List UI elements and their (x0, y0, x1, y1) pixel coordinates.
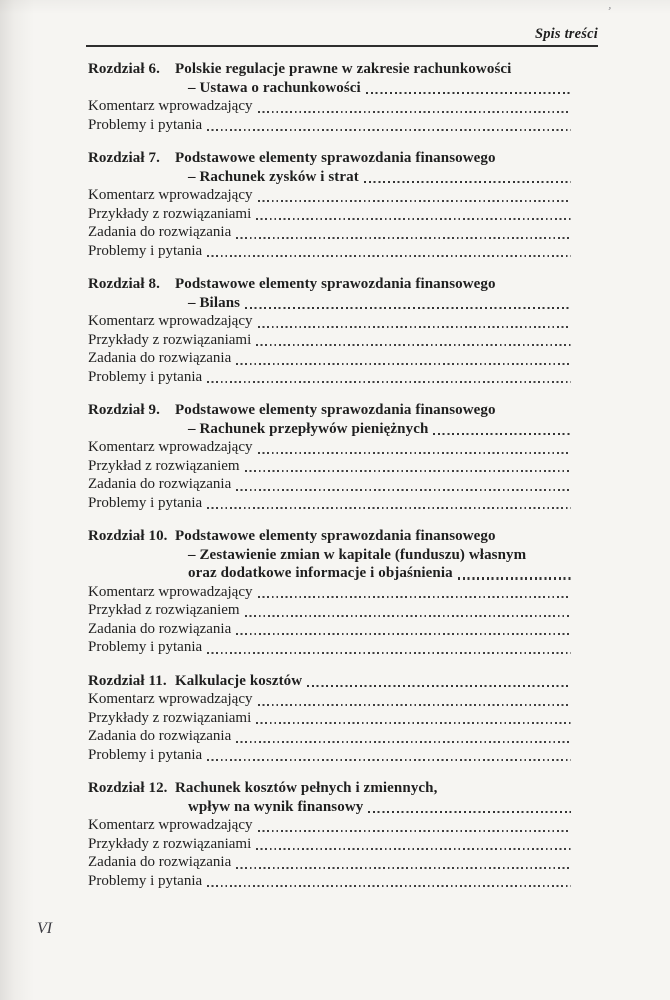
chapter-label: Rozdział 8. (88, 276, 160, 292)
chapter-title-line (88, 798, 572, 817)
dotted-leader (366, 92, 571, 94)
chapter-label: Rozdział 10. (88, 528, 168, 544)
dotted-leader (256, 722, 571, 724)
chapter-entry (88, 60, 572, 134)
sub-entry-text: Przykład z rozwiązaniem (88, 602, 240, 618)
dotted-leader (258, 452, 571, 454)
chapter-entry (88, 275, 572, 386)
dotted-leader (258, 596, 571, 598)
toc-sub-entry (88, 312, 572, 331)
dotted-leader (458, 577, 571, 579)
chapter-entry (88, 149, 572, 260)
dotted-leader (207, 381, 571, 383)
toc-sub-entry (88, 853, 572, 872)
dotted-leader (258, 111, 571, 113)
chapter-label: Rozdział 7. (88, 150, 160, 166)
chapter-title-line (88, 527, 572, 546)
dotted-leader (207, 507, 571, 509)
toc-sub-entry (88, 349, 572, 368)
dotted-leader (207, 652, 571, 654)
dotted-leader (256, 344, 571, 346)
dotted-leader (236, 741, 571, 743)
sub-entry-text: Zadania do rozwiązania (88, 476, 232, 492)
toc-sub-entry (88, 835, 572, 854)
dotted-leader (433, 433, 571, 435)
scan-artifact-mark: ’ (605, 3, 613, 19)
chapter-title-line (88, 294, 572, 313)
chapter-entry (88, 527, 572, 657)
dotted-leader (236, 633, 571, 635)
dotted-leader (207, 255, 571, 257)
toc-sub-entry (88, 223, 572, 242)
dotted-leader (236, 489, 571, 491)
chapter-title-text: wpływ na wynik finansowy (188, 798, 364, 815)
sub-entry-text: Problemy i pytania (88, 872, 203, 889)
dotted-leader (258, 704, 571, 706)
sub-entry-text: Komentarz wprowadzający (88, 691, 253, 707)
toc-sub-entry (88, 331, 572, 350)
chapter-title-line (88, 168, 572, 187)
chapter-title-line (88, 564, 572, 583)
sub-entry-text: Problemy i pytania (88, 368, 203, 385)
dotted-leader (236, 867, 571, 869)
dotted-leader (245, 615, 571, 617)
toc-sub-entry (88, 872, 572, 891)
sub-entry-text: Problemy i pytania (88, 242, 203, 259)
chapter-title-line (88, 60, 572, 79)
sub-entry-text: Przykład z rozwiązaniem (88, 457, 240, 474)
toc-sub-entry (88, 205, 572, 224)
dotted-leader (258, 830, 571, 832)
sub-entry-text: Problemy i pytania (88, 116, 203, 133)
dotted-leader (207, 759, 571, 761)
toc-sub-entry (88, 620, 572, 639)
toc-sub-entry (88, 638, 572, 657)
sub-entry-text: Komentarz wprowadzający (88, 817, 253, 833)
sub-entry-text: Komentarz wprowadzający (88, 187, 253, 203)
sub-entry-text: Zadania do rozwiązania (88, 620, 232, 637)
toc-sub-entry (88, 438, 572, 457)
sub-entry-text: Komentarz wprowadzający (88, 439, 253, 455)
sub-entry-text: Zadania do rozwiązania (88, 350, 232, 366)
dotted-leader (256, 218, 571, 220)
chapter-title-line (88, 401, 572, 420)
chapter-title-text: – Rachunek przepływów pieniężnych (188, 420, 429, 437)
sub-entry-text: Problemy i pytania (88, 639, 203, 655)
toc-sub-entry (88, 368, 572, 387)
dotted-leader (207, 885, 571, 887)
page-number: VI (37, 920, 53, 937)
sub-entry-text: Problemy i pytania (88, 494, 203, 511)
toc-sub-entry (88, 97, 572, 116)
chapter-title-text: Rachunek kosztów pełnych i zmiennych, (175, 780, 438, 796)
chapter-entry (88, 672, 572, 765)
chapter-title-line (88, 149, 572, 168)
chapter-title-text: Podstawowe elementy sprawozdania finansowego (175, 402, 496, 418)
sub-entry-text: Przykłady z rozwiązaniami (88, 205, 252, 222)
sub-entry-text: Przykłady z rozwiązaniami (88, 709, 252, 726)
chapter-label: Rozdział 11. (88, 672, 167, 689)
chapter-title-text: Kalkulacje kosztów (175, 672, 303, 689)
chapter-title-line (88, 420, 572, 439)
dotted-leader (258, 200, 571, 202)
toc-sub-entry (88, 457, 572, 476)
toc-sub-entry (88, 494, 572, 513)
dotted-leader (207, 129, 571, 131)
toc-sub-entry (88, 727, 572, 746)
chapter-label: Rozdział 9. (88, 402, 160, 418)
chapter-label: Rozdział 6. (88, 61, 160, 77)
chapter-title-text: – Rachunek zysków i strat (188, 168, 359, 185)
chapter-title-line (88, 672, 572, 691)
chapter-entry (88, 401, 572, 512)
chapter-title-text: Podstawowe elementy sprawozdania finansowego (175, 528, 496, 544)
chapter-title-text: Podstawowe elementy sprawozdania finansowego (175, 150, 496, 166)
chapter-title-text: oraz dodatkowe informacje i objaśnienia (188, 565, 453, 581)
sub-entry-text: Zadania do rozwiązania (88, 224, 232, 240)
sub-entry-text: Komentarz wprowadzający (88, 583, 253, 600)
chapter-title-text: – Bilans (188, 294, 241, 311)
sub-entry-text: Problemy i pytania (88, 746, 203, 763)
toc-sub-entry (88, 709, 572, 728)
dotted-leader (364, 181, 571, 183)
dotted-leader (236, 237, 571, 239)
dotted-leader (307, 685, 571, 687)
chapter-title-text: – Zestawienie zmian w kapitale (funduszu) własnym (188, 546, 527, 563)
toc-sub-entry (88, 583, 572, 602)
sub-entry-text: Zadania do rozwiązania (88, 728, 232, 744)
running-head: Spis treści (86, 26, 598, 47)
chapter-title-line (88, 275, 572, 294)
toc-sub-entry (88, 116, 572, 135)
toc-sub-entry (88, 816, 572, 835)
chapter-title-text: Polskie regulacje prawne w zakresie rachunkowości (175, 61, 512, 77)
toc-list (88, 60, 572, 890)
sub-entry-text: Komentarz wprowadzający (88, 98, 253, 114)
chapter-title-line (88, 779, 572, 798)
toc-sub-entry (88, 242, 572, 261)
dotted-leader (258, 326, 571, 328)
toc-sub-entry (88, 746, 572, 765)
sub-entry-text: Przykłady z rozwiązaniami (88, 331, 252, 348)
chapter-title-text: – Ustawa o rachunkowości (188, 79, 361, 96)
dotted-leader (245, 307, 571, 309)
chapter-label: Rozdział 12. (88, 780, 168, 796)
chapter-title-line (88, 546, 572, 565)
chapter-entry (88, 779, 572, 890)
sub-entry-text: Komentarz wprowadzający (88, 313, 253, 329)
toc-sub-entry (88, 475, 572, 494)
chapter-title-line (88, 79, 572, 98)
sub-entry-text: Przykłady z rozwiązaniami (88, 835, 252, 852)
dotted-leader (236, 363, 571, 365)
sub-entry-text: Zadania do rozwiązania (88, 854, 232, 870)
chapter-title-text: Podstawowe elementy sprawozdania finansowego (175, 276, 496, 292)
dotted-leader (368, 811, 571, 813)
dotted-leader (256, 848, 571, 850)
toc-sub-entry (88, 690, 572, 709)
toc-sub-entry (88, 601, 572, 620)
toc-sub-entry (88, 186, 572, 205)
dotted-leader (245, 470, 571, 472)
